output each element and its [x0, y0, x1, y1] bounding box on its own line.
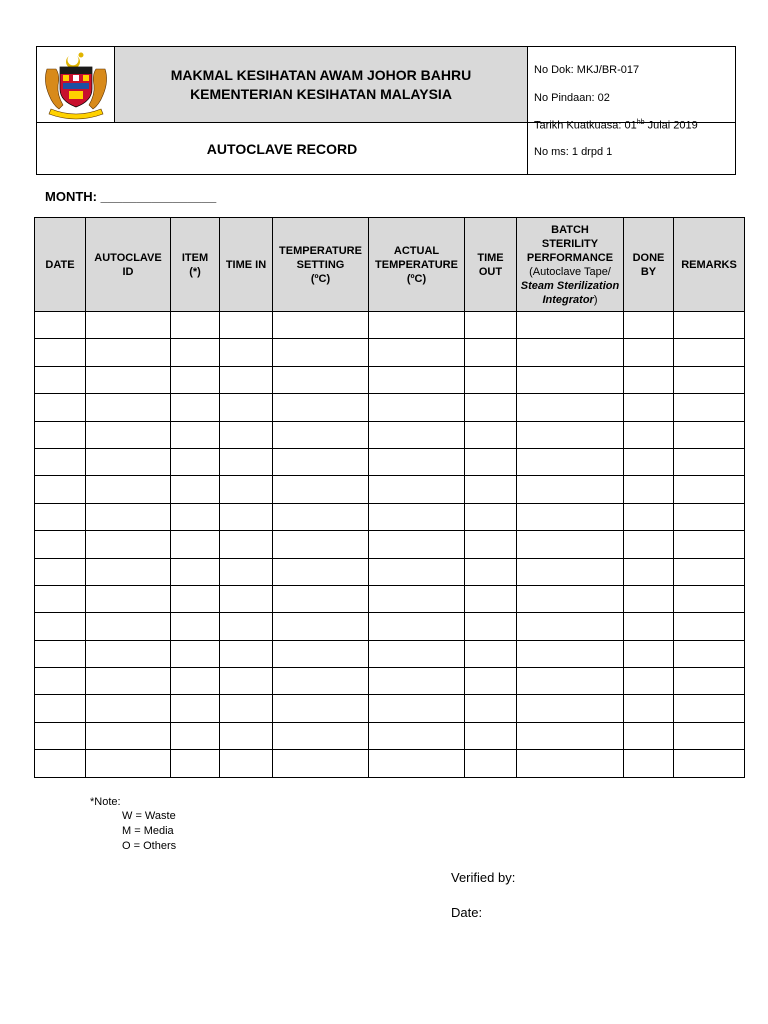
- table-cell[interactable]: [674, 750, 745, 777]
- table-cell[interactable]: [171, 394, 220, 421]
- table-cell[interactable]: [273, 750, 369, 777]
- col-done-by: [624, 218, 674, 312]
- table-cell[interactable]: [674, 339, 745, 366]
- table-cell[interactable]: [171, 339, 220, 366]
- table-cell[interactable]: [86, 613, 171, 640]
- table-cell[interactable]: [171, 750, 220, 777]
- col-temperature-setting: [273, 218, 369, 312]
- col-actual-l3: (ºC): [406, 272, 427, 285]
- table-cell[interactable]: [273, 448, 369, 475]
- table-cell[interactable]: [624, 585, 674, 612]
- table-cell[interactable]: [220, 339, 273, 366]
- col-batch-l7: ): [593, 293, 598, 306]
- table-cell[interactable]: [35, 558, 86, 585]
- table-row: [35, 640, 745, 667]
- table-cell[interactable]: [674, 476, 745, 503]
- table-header-row: [35, 218, 745, 312]
- table-cell[interactable]: [86, 503, 171, 530]
- table-row: [35, 613, 745, 640]
- table-cell[interactable]: [220, 585, 273, 612]
- table-cell[interactable]: [674, 503, 745, 530]
- table-cell[interactable]: [674, 613, 745, 640]
- coat-of-arms-logo: [37, 47, 115, 122]
- effective-date-sup: hb: [636, 119, 645, 126]
- table-row: [35, 750, 745, 777]
- document-meta: [528, 47, 735, 174]
- table-cell[interactable]: [517, 312, 624, 339]
- table-cell[interactable]: [171, 640, 220, 667]
- table-cell[interactable]: [171, 366, 220, 393]
- table-cell[interactable]: [220, 448, 273, 475]
- date-label: Date:: [451, 905, 483, 920]
- table-cell[interactable]: [273, 366, 369, 393]
- table-cell[interactable]: [369, 750, 465, 777]
- table-cell[interactable]: [465, 503, 517, 530]
- note-waste: W = Waste: [122, 810, 176, 822]
- note-heading: *Note:: [90, 796, 121, 808]
- table-cell[interactable]: [35, 695, 86, 722]
- table-cell[interactable]: [171, 531, 220, 558]
- table-cell[interactable]: [465, 476, 517, 503]
- table-cell[interactable]: [517, 531, 624, 558]
- table-row: [35, 585, 745, 612]
- table-row: [35, 668, 745, 695]
- effective-date-suffix: Julai 2019: [644, 119, 698, 132]
- table-cell[interactable]: [674, 448, 745, 475]
- table-cell[interactable]: [465, 695, 517, 722]
- table-cell[interactable]: [624, 339, 674, 366]
- table-row: [35, 476, 745, 503]
- note-others: O = Others: [122, 840, 177, 852]
- col-done-l2: BY: [640, 265, 657, 278]
- table-cell[interactable]: [517, 503, 624, 530]
- col-temp-set-l3: (ºC): [310, 272, 331, 285]
- table-cell[interactable]: [517, 585, 624, 612]
- table-cell[interactable]: [624, 695, 674, 722]
- table-cell[interactable]: [624, 531, 674, 558]
- table-cell[interactable]: [369, 613, 465, 640]
- table-cell[interactable]: [220, 421, 273, 448]
- table-cell[interactable]: [624, 722, 674, 749]
- table-cell[interactable]: [517, 558, 624, 585]
- table-cell[interactable]: [369, 339, 465, 366]
- table-cell[interactable]: [517, 668, 624, 695]
- table-cell[interactable]: [273, 312, 369, 339]
- table-cell[interactable]: [35, 503, 86, 530]
- table-cell[interactable]: [35, 585, 86, 612]
- table-cell[interactable]: [517, 640, 624, 667]
- table-cell[interactable]: [624, 613, 674, 640]
- page-number: No ms: 1 drpd 1: [534, 146, 613, 158]
- coat-of-arms-icon: [37, 47, 115, 122]
- org-line-1: MAKMAL KESIHATAN AWAM JOHOR BAHRU: [170, 66, 472, 83]
- table-cell[interactable]: [517, 421, 624, 448]
- table-row: [35, 503, 745, 530]
- table-cell[interactable]: [517, 476, 624, 503]
- table-cell[interactable]: [369, 695, 465, 722]
- table-cell[interactable]: [171, 722, 220, 749]
- col-item-l2: (*): [189, 265, 201, 278]
- table-cell[interactable]: [674, 366, 745, 393]
- table-cell[interactable]: [273, 339, 369, 366]
- table-cell[interactable]: [35, 339, 86, 366]
- table-cell[interactable]: [517, 750, 624, 777]
- table-cell[interactable]: [465, 722, 517, 749]
- table-cell[interactable]: [465, 421, 517, 448]
- table-cell[interactable]: [171, 613, 220, 640]
- col-item-l1: ITEM: [181, 251, 209, 264]
- table-cell[interactable]: [171, 503, 220, 530]
- table-cell[interactable]: [86, 394, 171, 421]
- table-cell[interactable]: [674, 722, 745, 749]
- table-cell[interactable]: [624, 366, 674, 393]
- table-cell[interactable]: [465, 613, 517, 640]
- table-cell[interactable]: [171, 695, 220, 722]
- table-cell[interactable]: [369, 448, 465, 475]
- table-cell[interactable]: [86, 722, 171, 749]
- table-cell[interactable]: [171, 421, 220, 448]
- col-remarks: REMARKS: [674, 218, 745, 312]
- table-cell[interactable]: [517, 722, 624, 749]
- col-actual-temperature: [369, 218, 465, 312]
- table-cell[interactable]: [86, 695, 171, 722]
- table-cell[interactable]: [369, 722, 465, 749]
- table-cell[interactable]: [35, 640, 86, 667]
- table-cell[interactable]: [517, 394, 624, 421]
- table-cell[interactable]: [624, 558, 674, 585]
- table-cell[interactable]: [273, 668, 369, 695]
- table-cell[interactable]: [517, 695, 624, 722]
- table-cell[interactable]: [674, 585, 745, 612]
- effective-date-prefix: Tarikh Kuatkuasa: 01: [534, 119, 637, 132]
- table-cell[interactable]: [220, 394, 273, 421]
- table-row: [35, 339, 745, 366]
- table-cell[interactable]: [86, 448, 171, 475]
- revision-number: No Pindaan: 02: [534, 92, 610, 104]
- col-temp-set-l2: SETTING: [296, 258, 345, 271]
- table-cell[interactable]: [273, 503, 369, 530]
- org-line-2: KEMENTERIAN KESIHATAN MALAYSIA: [190, 85, 452, 102]
- table-cell[interactable]: [624, 394, 674, 421]
- table-cell[interactable]: [220, 476, 273, 503]
- table-cell[interactable]: [220, 722, 273, 749]
- organization-name: [115, 47, 528, 122]
- table-cell[interactable]: [220, 366, 273, 393]
- table-cell[interactable]: [465, 366, 517, 393]
- col-batch-sterility: [517, 218, 624, 312]
- table-cell[interactable]: [369, 421, 465, 448]
- table-cell[interactable]: [369, 585, 465, 612]
- col-batch-l2: STERILITY: [541, 237, 599, 250]
- table-cell[interactable]: [273, 531, 369, 558]
- table-cell[interactable]: [220, 750, 273, 777]
- note-media: M = Media: [122, 825, 174, 837]
- document-header: [36, 46, 736, 175]
- table-cell[interactable]: [674, 394, 745, 421]
- table-cell[interactable]: [624, 448, 674, 475]
- month-field[interactable]: MONTH: ________________: [45, 189, 217, 204]
- table-row: [35, 558, 745, 585]
- table-cell[interactable]: [624, 312, 674, 339]
- col-time-out-l1: TIME: [477, 251, 504, 264]
- table-cell[interactable]: [86, 668, 171, 695]
- table-cell[interactable]: [35, 366, 86, 393]
- table-cell[interactable]: [517, 448, 624, 475]
- table-cell[interactable]: [369, 503, 465, 530]
- table-cell[interactable]: [220, 695, 273, 722]
- col-temp-set-l1: TEMPERATURE: [279, 244, 362, 257]
- col-autoclave-id-l2: ID: [122, 265, 134, 278]
- table-cell[interactable]: [86, 531, 171, 558]
- table-row: [35, 312, 745, 339]
- table-body: [35, 312, 745, 778]
- table-cell[interactable]: [171, 476, 220, 503]
- table-cell[interactable]: [220, 668, 273, 695]
- table-cell[interactable]: [465, 339, 517, 366]
- table-row: [35, 421, 745, 448]
- col-done-l1: DONE: [632, 251, 665, 264]
- table-cell[interactable]: [273, 421, 369, 448]
- col-batch-l3: PERFORMANCE: [526, 251, 614, 264]
- col-batch-l1: BATCH: [551, 223, 589, 236]
- table-cell[interactable]: [273, 640, 369, 667]
- table-cell[interactable]: [369, 476, 465, 503]
- table-row: [35, 695, 745, 722]
- table-cell[interactable]: [369, 366, 465, 393]
- table-cell[interactable]: [465, 640, 517, 667]
- table-cell[interactable]: [220, 503, 273, 530]
- table-cell[interactable]: [369, 640, 465, 667]
- table-cell[interactable]: [86, 366, 171, 393]
- table-cell[interactable]: [624, 640, 674, 667]
- table-cell[interactable]: [369, 668, 465, 695]
- table-cell[interactable]: [86, 558, 171, 585]
- table-cell[interactable]: [35, 722, 86, 749]
- table-row: [35, 448, 745, 475]
- table-cell[interactable]: [465, 531, 517, 558]
- table-cell[interactable]: [369, 558, 465, 585]
- table-cell[interactable]: [35, 394, 86, 421]
- table-cell[interactable]: [171, 668, 220, 695]
- table-cell[interactable]: [465, 585, 517, 612]
- meta-divider: [528, 122, 735, 123]
- table-cell[interactable]: [465, 448, 517, 475]
- col-batch-l6: Integrator: [542, 293, 594, 306]
- form-title: AUTOCLAVE RECORD: [37, 122, 528, 174]
- table-cell[interactable]: [171, 558, 220, 585]
- col-actual-l1: ACTUAL: [393, 244, 440, 257]
- table-cell[interactable]: [35, 421, 86, 448]
- table-cell[interactable]: [86, 640, 171, 667]
- table-cell[interactable]: [465, 750, 517, 777]
- table-cell[interactable]: [674, 640, 745, 667]
- table-cell[interactable]: [86, 339, 171, 366]
- col-batch-l5: Steam Sterilization: [520, 279, 620, 292]
- table-cell[interactable]: [35, 312, 86, 339]
- table-cell[interactable]: [624, 476, 674, 503]
- table-cell[interactable]: [273, 476, 369, 503]
- table-cell[interactable]: [674, 312, 745, 339]
- table-cell[interactable]: [369, 312, 465, 339]
- table-row: [35, 394, 745, 421]
- table-cell[interactable]: [171, 312, 220, 339]
- col-time-out: [465, 218, 517, 312]
- table-row: [35, 531, 745, 558]
- table-cell[interactable]: [369, 531, 465, 558]
- table-cell[interactable]: [674, 421, 745, 448]
- col-date: DATE: [35, 218, 86, 312]
- col-time-in: TIME IN: [220, 218, 273, 312]
- table-cell[interactable]: [674, 531, 745, 558]
- table-cell[interactable]: [465, 668, 517, 695]
- table-cell[interactable]: [220, 531, 273, 558]
- autoclave-record-table: [34, 217, 745, 778]
- table-cell[interactable]: [517, 366, 624, 393]
- col-autoclave-id: [86, 218, 171, 312]
- table-cell[interactable]: [273, 394, 369, 421]
- table-cell[interactable]: [624, 503, 674, 530]
- table-cell[interactable]: [171, 448, 220, 475]
- col-batch-l4: (Autoclave Tape/: [529, 265, 611, 278]
- table-cell[interactable]: [517, 339, 624, 366]
- table-cell[interactable]: [465, 394, 517, 421]
- table-cell[interactable]: [35, 613, 86, 640]
- table-cell[interactable]: [273, 722, 369, 749]
- table-cell[interactable]: [86, 750, 171, 777]
- table-cell[interactable]: [369, 394, 465, 421]
- table-cell[interactable]: [220, 613, 273, 640]
- table-cell[interactable]: [35, 668, 86, 695]
- table-cell[interactable]: [674, 668, 745, 695]
- table-cell[interactable]: [624, 421, 674, 448]
- col-item: [171, 218, 220, 312]
- table-cell[interactable]: [273, 558, 369, 585]
- verified-by-label: Verified by:: [451, 870, 516, 885]
- table-cell[interactable]: [35, 448, 86, 475]
- table-cell[interactable]: [86, 476, 171, 503]
- table-cell[interactable]: [171, 585, 220, 612]
- table-cell[interactable]: [220, 640, 273, 667]
- table-cell[interactable]: [465, 558, 517, 585]
- table-cell[interactable]: [35, 476, 86, 503]
- table-row: [35, 366, 745, 393]
- table-cell[interactable]: [35, 531, 86, 558]
- table-cell[interactable]: [86, 421, 171, 448]
- table-cell[interactable]: [624, 668, 674, 695]
- col-time-out-l2: OUT: [478, 265, 503, 278]
- table-cell[interactable]: [517, 613, 624, 640]
- table-cell[interactable]: [35, 750, 86, 777]
- table-cell[interactable]: [674, 558, 745, 585]
- table-cell[interactable]: [465, 312, 517, 339]
- col-autoclave-id-l1: AUTOCLAVE: [94, 251, 162, 264]
- table-cell[interactable]: [220, 312, 273, 339]
- table-cell[interactable]: [220, 558, 273, 585]
- table-cell[interactable]: [674, 695, 745, 722]
- table-row: [35, 722, 745, 749]
- table-cell[interactable]: [273, 613, 369, 640]
- table-cell[interactable]: [273, 695, 369, 722]
- table-cell[interactable]: [624, 750, 674, 777]
- doc-number: No Dok: MKJ/BR-017: [534, 64, 640, 76]
- table-cell[interactable]: [86, 585, 171, 612]
- table-cell[interactable]: [86, 312, 171, 339]
- effective-date: [534, 119, 698, 132]
- table-cell[interactable]: [273, 585, 369, 612]
- col-actual-l2: TEMPERATURE: [375, 258, 458, 271]
